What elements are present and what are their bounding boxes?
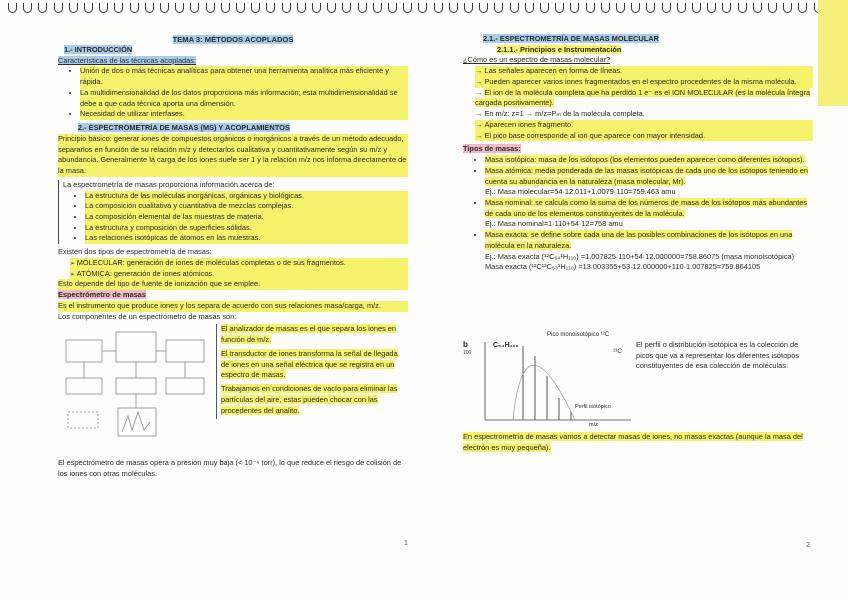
binding-ring [646,3,655,13]
spectrum-13c-label: ¹³C [613,348,623,355]
final-text: En espectrometría de masas vamos a detectar masas de iones, no masas exactas (aunque la masa del electrón es muy pequeña). [463,432,803,452]
binding-ring [84,3,93,13]
list-item: • La composición cualitativa y cuantitativa de mezclas complejas. [85,201,408,212]
binding-ring [190,3,199,13]
binding-ring [266,3,275,13]
sticky-note-tab [818,0,848,106]
binding-ring [494,3,503,13]
binding-ring [312,3,321,13]
principio-basico: Principio básico: generar iones de compuestos orgánicos o inorgánicos a través de un método adecuado, separarlos en función de su relación m/z y detectarlos cualitativa y cuantitativamente según su m/z y abundancia. Generalmente la carga de los iones suele ser 1 y la relación m/z nos informa directamente de la masa. [58,133,407,176]
binding-ring [418,3,427,13]
binding-ring [434,3,443,13]
componentes-text: Los componentes de un espectrómetro de masas son: [58,311,237,321]
info-intro: La espectrometría de masas proporciona información acerca de: [63,179,275,189]
list-item: • La composición elemental de las muestras de materia. [85,212,408,223]
list-item: • Masa exacta: se define sobre cada una de las posibles combinaciones de los isótopos en una molécula en la naturaleza. Ej.: Masa exacta (¹²C₅₄¹H₁₁₀) =1.007825·110+54·12.000000=758.86075 (masa monoisotópica) Masa exacta (¹²C¹³C₅₃¹H₁₁₀) =13.003355+53·12.000000+110·1.007825=759.864105 [485,230,813,273]
note-analizador: El analizador de masas es el que separa los iones en función de m/z. [221,324,397,345]
binding-ring [631,3,640,13]
binding-ring [768,3,777,13]
list-item: ➢ ATÓMICA: generación de iones atómicos. [70,269,408,280]
list-item: → Aparecen iones fragmento. [475,120,813,131]
binding-ring [99,3,108,13]
perfil-text: El perfil o distribución isotópica es la colección de picos que va a representar los diferentes isótopos constituyentes de esa colección de moléculas. [636,340,800,371]
left-page [58,34,408,480]
right-page [463,34,813,273]
binding-ring [510,3,519,13]
spiral-binding [0,0,848,16]
list-item: • La estructura y composición de superficies sólidas. [85,223,408,234]
binding-ring [586,3,595,13]
spectrometer-diagram [58,326,213,451]
spectrum-label-b: b [463,340,468,349]
binding-ring [555,3,564,13]
question-text: ¿Cómo es un espectro de masas molecular? [463,55,611,65]
binding-ring [38,3,47,13]
binding-ring [297,3,306,13]
section-espectrometria: 2.- ESPECTROMETRÍA DE MASAS (MS) Y ACOPLAMIENTOS [78,123,290,133]
info-block [58,180,408,244]
ejemplo-exacta-2: Masa exacta (¹²C¹³C₅₃¹H₁₁₀) =13.003355+53·12.000000+110·1.007825=759.864105 [485,262,761,272]
subtitle-caracteristicas: Características de las técnicas acopladas: [58,55,197,65]
spectrum-formula: C₅₄H₁₁₀ [493,342,519,349]
list-item: • Unión de dos o más técnicas analíticas para obtener una herramienta analítica más eficiente y rápida. [80,66,408,87]
section-molecular: 2.1.- ESPECTROMETRÍA DE MASAS MOLECULAR [483,34,659,43]
masas-list [463,155,813,273]
list-item: → En m/z: z=1 → m/z=Pₘ de la molécula completa. [475,109,813,120]
diagram-area [58,322,408,452]
list-item: → El ion de la molécula completa que ha perdido 1 e⁻ es el ION MOLECULAR (es la molécula íntegra cargada positivamente). [475,88,813,109]
ejemplo-molecular: Ej.: Masa molecular=54·12.011+1.0079·110=759.463 amu [485,187,676,197]
note-vacio: Trabajamos en condiciones de vacío para eliminar las partículas del aire, estas pueden chocar con las procedentes del analito. [221,384,398,415]
binding-ring [449,3,458,13]
list-item: • Masa isotópica: masa de los isótopos (los elementos pueden aparecer como diferentes isótopos). [485,155,813,166]
presion-text: El espectrómetro de masas opera a presión muy baja (< 10⁻⁶ torr), lo que reduce el riesgo de colisión de los iones con otras moléculas. [58,458,402,479]
binding-ring [738,3,747,13]
list-item: • Masa atómica: media ponderada de las masas isotópicas de cada uno de los isótopos teniendo en cuenta su abundancia en la naturaleza (masa molecular, Mr). Ej.: Masa molecular=54·12.011+1.0079·110=759.463 amu [485,166,813,198]
espectrometro-desc: Es el instrumento que produce iones y los separa de acuerdo con sus relaciones masa/carga, m/z. [58,301,408,312]
binding-ring [54,3,63,13]
spectrum-mono-label: Pico monoisotópico ¹²C [547,332,610,338]
binding-ring [692,3,701,13]
binding-ring [722,3,731,13]
ejemplo-exacta-1: Ej.: Masa exacta (¹²C₅₄¹H₁₁₀) =1.007825·110+54·12.000000=758.86075 (masa monoisotópica) [485,251,795,261]
binding-ring [570,3,579,13]
spectrum-y-label: 100 [463,350,472,356]
binding-ring [601,3,610,13]
binding-ring [616,3,625,13]
diagram-notes [216,324,407,419]
binding-ring [525,3,534,13]
list-item: • Necesidad de utilizar interfases. [80,109,408,120]
binding-ring [69,3,78,13]
binding-ring [130,3,139,13]
binding-ring [540,3,549,13]
section-introduccion: 1.- INTRODUCCIÓN [64,45,133,54]
page-title: TEMA 3: MÉTODOS ACOPLADOS [172,35,294,44]
binding-ring [327,3,336,13]
list-item: ➢ MOLECULAR: generación de iones de moléculas completas o de sus fragmentos. [70,258,408,269]
ejemplo-nominal: Ej.: Masa nominal=1·110+54·12=758 amu [485,219,623,229]
binding-ring [464,3,473,13]
binding-ring [175,3,184,13]
binding-ring [282,3,291,13]
espectrometro-heading: Espectrómetro de masas [58,290,146,300]
tipos-list [58,258,408,279]
tipos-masas-heading: Tipos de masas: [463,144,521,154]
binding-ring [373,3,382,13]
list-item: → Las señales aparecen en forma de líneas. [475,66,813,77]
list-item: • La multidimensionalidad de los datos proporciona más información; esta multidimensionalidad se debe a que cada técnica aporta una dimensión. [80,88,408,109]
binding-ring [783,3,792,13]
page-number-right: 2 [806,542,810,549]
binding-ring [662,3,671,13]
tipos-intro: Existen dos tipos de espectrometría de masas: [58,247,212,257]
bullet-list-caracteristicas [58,66,408,120]
list-item: • Masa nominal: se calcula como la suma de los números de masa de los isótopos más abundantes de cada uno de los elementos constituyentes de la molécula. Ej.: Masa nominal=1·110+54·12=758 amu [485,198,813,230]
binding-ring [206,3,215,13]
binding-ring [753,3,762,13]
binding-ring [221,3,230,13]
binding-ring [342,3,351,13]
binding-ring [160,3,169,13]
spectrum-x-label: m/z [589,422,598,428]
binding-ring [388,3,397,13]
binding-ring [236,3,245,13]
list-item: → Pueden aparecer varios iones fragmentados en el espectro procedentes de la misma molécula. [475,77,813,88]
binding-ring [251,3,260,13]
binding-ring [479,3,488,13]
binding-ring [403,3,412,13]
subsection-principios: 2.1.1.- Principios e Instrumentación [497,44,622,54]
isotope-spectrum [463,332,635,430]
list-item: → El pico base corresponde al ion que aparece con mayor intensidad. [475,131,813,142]
note-transductor: El transductor de iones transforma la señal de llegada de iones en una señal eléctrica que se registra en un espectro de masas. [221,348,398,380]
arrow-list [463,66,813,141]
list-item: • Las relaciones isotópicas de átomos en las muestras. [85,233,408,244]
binding-ring [8,3,17,13]
binding-ring [145,3,154,13]
page-number-left: 1 [404,540,408,547]
spectrum-chart [463,332,635,430]
binding-ring [798,3,807,13]
depende-text: Esto depende del tipo de fuente de ionización que se emplee. [58,279,408,290]
binding-ring [677,3,686,13]
binding-ring [114,3,123,13]
binding-ring [358,3,367,13]
spectrum-iso-label: Perfil isotópico [575,404,611,410]
info-list [63,191,408,245]
list-item: • La estructura de las moléculas inorgánicas, orgánicas y biológicas. [85,191,408,202]
binding-ring [707,3,716,13]
binding-ring [23,3,32,13]
